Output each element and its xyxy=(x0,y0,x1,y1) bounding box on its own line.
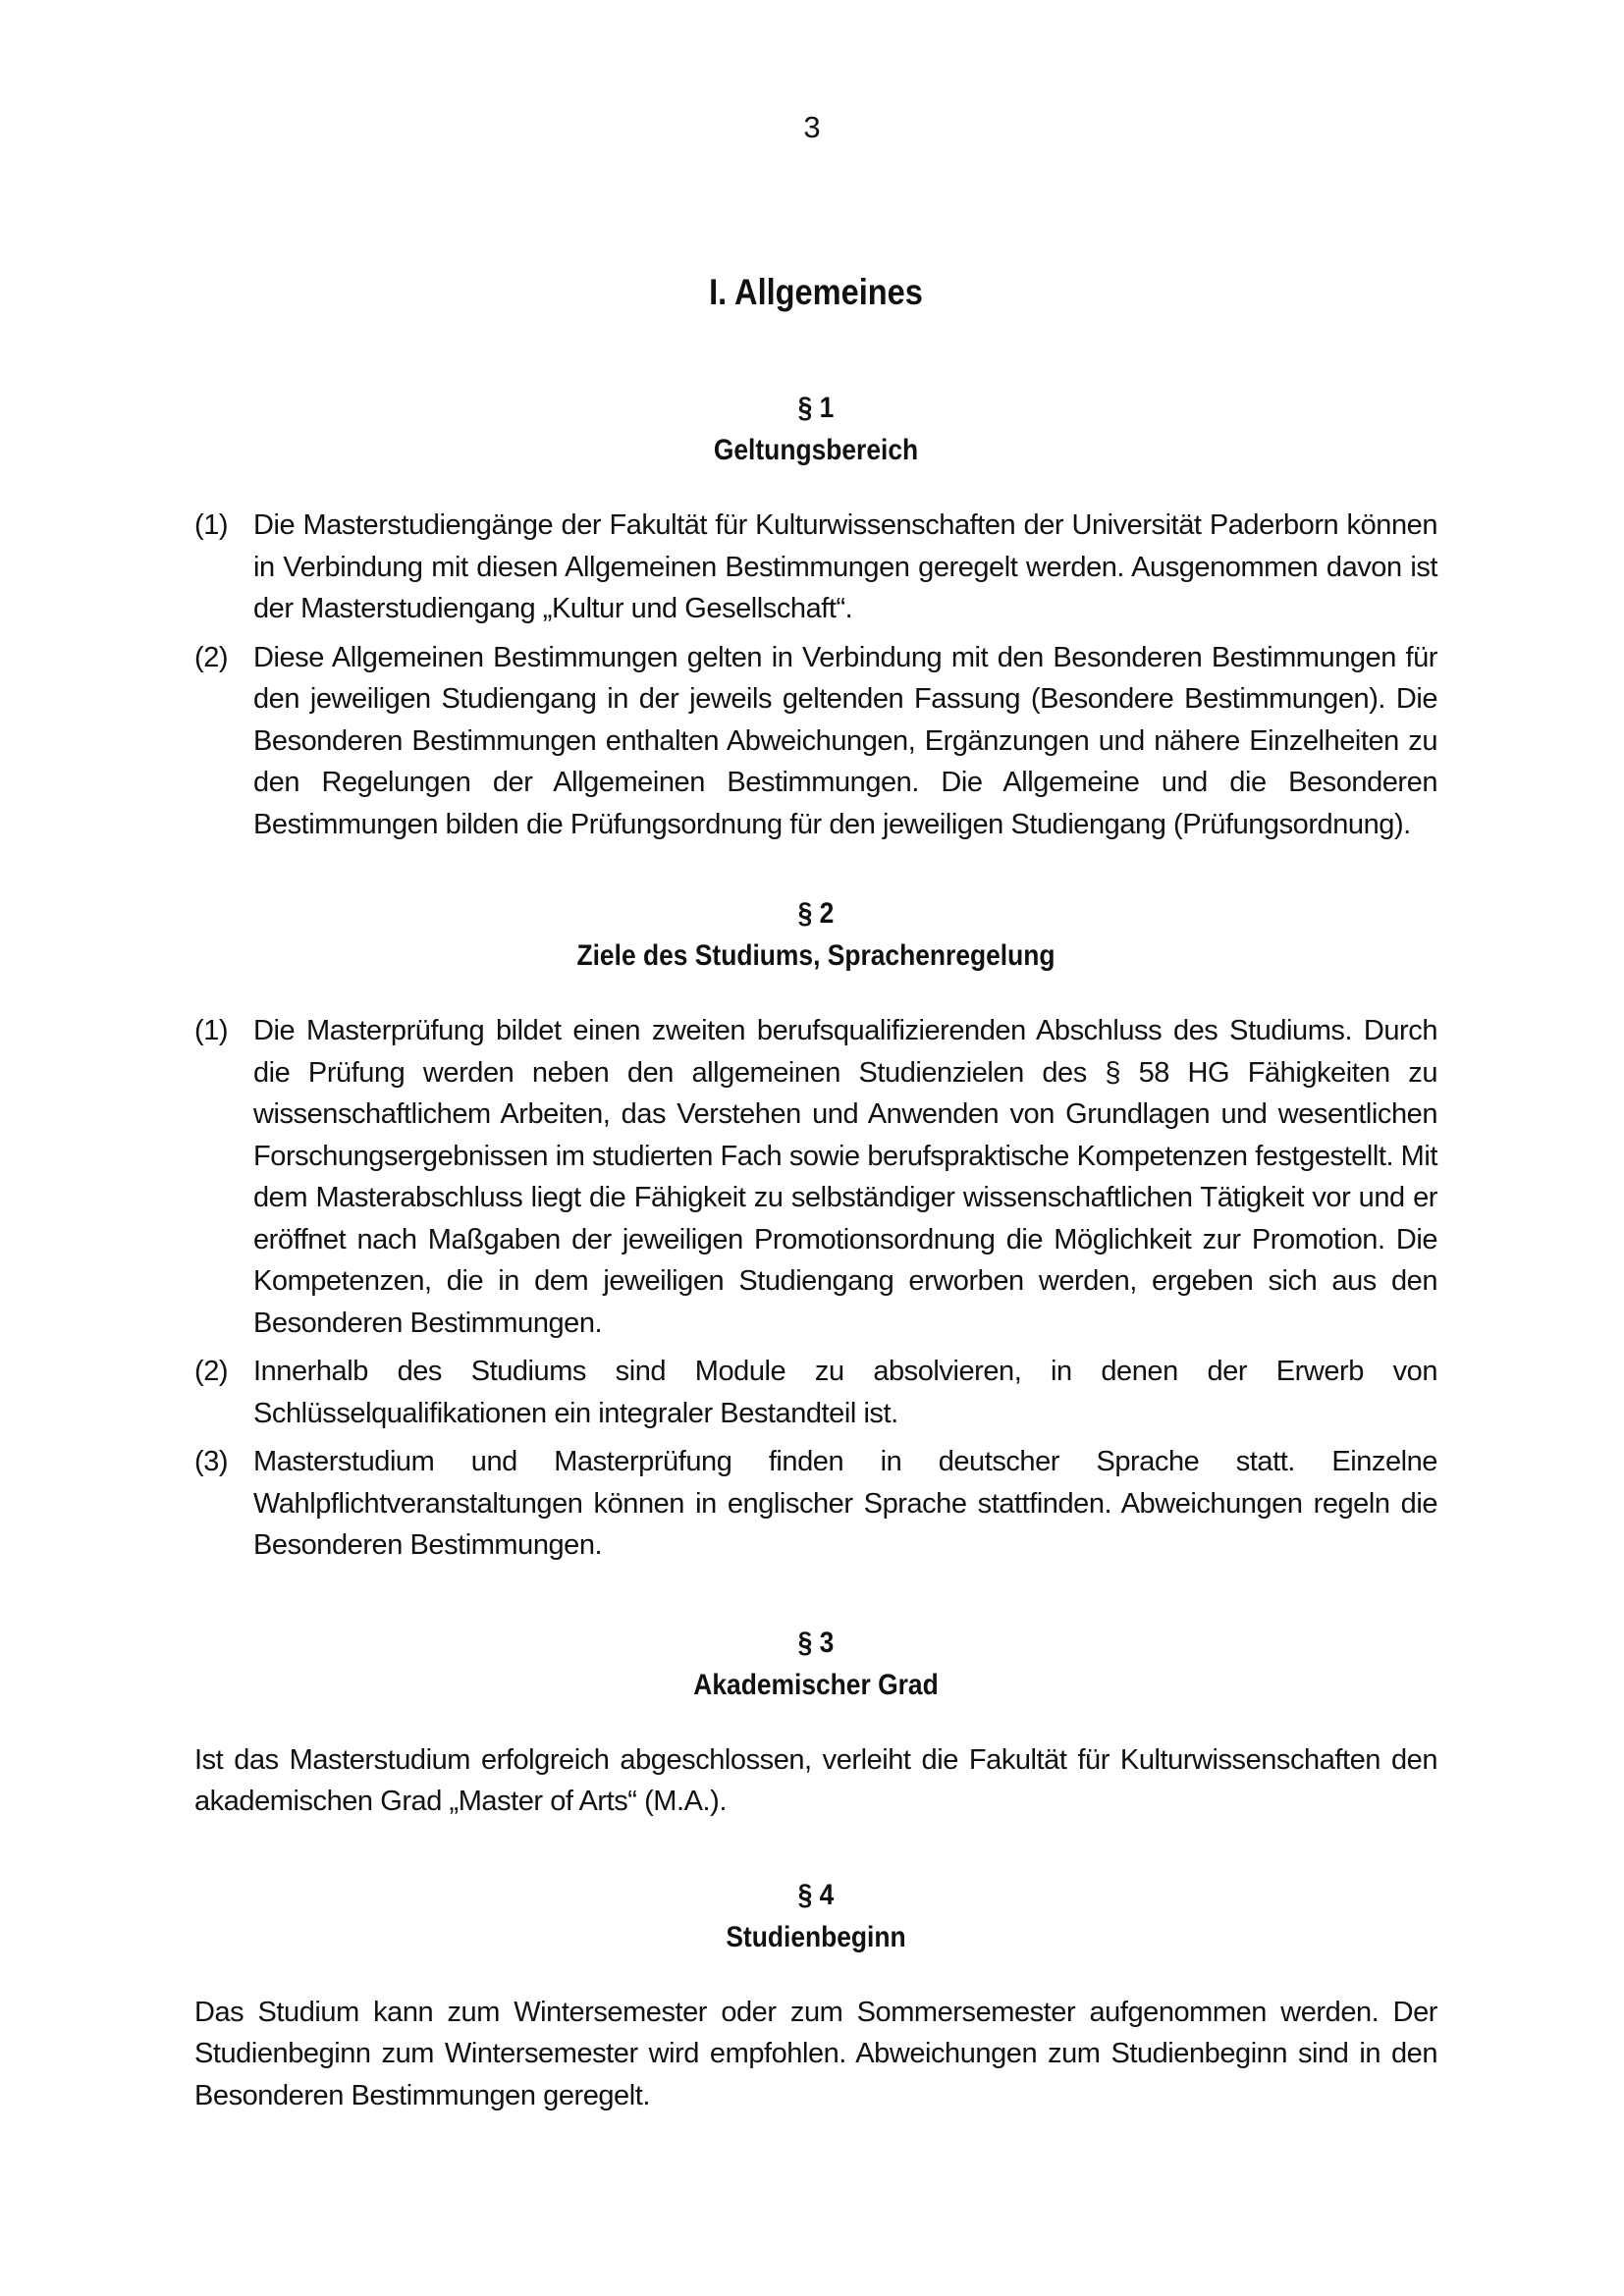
item-number: (2) xyxy=(194,1356,229,1387)
section-number: § 1 xyxy=(797,392,835,424)
section-title: Akademischer Grad xyxy=(693,1668,939,1701)
item-number: (3) xyxy=(194,1446,229,1477)
section-paragraph: Das Studium kann zum Wintersemester oder zum Sommersemester aufgenommen werden. Der Studienbeginn zum Wintersemester wird empfohlen. Abweichungen zum Studienbeginn sind in den Besonderen Bestimmungen geregelt. xyxy=(194,1996,1437,2111)
item-text: Die Masterstudiengänge der Fakultät für Kulturwissenschaften der Universität Paderborn können in Verbindung mit diesen Allgemeinen Bestimmungen geregelt werden. Ausgenommen davon ist der Masterstudiengang „Kultur und Gesellschaft“. xyxy=(253,509,1437,624)
item-number: (1) xyxy=(194,1015,229,1046)
section-paragraph: Ist das Masterstudium erfolgreich abgeschlossen, verleiht die Fakultät für Kulturwissenschaften den akademischen Grad „Master of Arts“ (M.A.). xyxy=(194,1743,1437,1817)
section-number: § 4 xyxy=(797,1878,835,1911)
section-title: Ziele des Studiums, Sprachenregelung xyxy=(576,939,1056,972)
list-item xyxy=(194,1351,1437,1434)
page-content xyxy=(194,271,1437,2158)
section-title: Studienbeginn xyxy=(726,1920,906,1953)
item-text: Die Masterprüfung bildet einen zweiten berufsqualifizierenden Abschluss des Studiums. Durch die Prüfung werden neben den allgemeinen Studienzielen des § 58 HG Fähigkeiten zu wissenschaftlichem Arbeiten, das Verstehen und Anwenden von Grundlagen und wesentlichen Forschungsergebnissen im studierten Fach sowie berufspraktische Kompetenzen festgestellt. Mit dem Masterabschluss liegt die Fähigkeit zu selbständiger wissenschaftlichen Tätigkeit vor und er eröffnet nach Maßgaben der jeweiligen Promotionsordnung die Möglichkeit zur Promotion. Die Kompetenzen, die in dem jeweiligen Studiengang erworben werden, ergeben sich aus den Besonderen Bestimmungen. xyxy=(253,1015,1437,1339)
item-text: Diese Allgemeinen Bestimmungen gelten in Verbindung mit den Besonderen Bestimmungen für den jeweiligen Studiengang in der jeweils geltenden Fassung (Besondere Bestimmungen). Die Besonderen Bestimmungen enthalten Abweichungen, Ergänzungen und nähere Einzelheiten zu den Regelungen der Allgemeinen Bestimmungen. Die Allgemeine und die Besonderen Bestimmungen bilden die Prüfungsordnung für den jeweiligen Studiengang (Prüfungsordnung). xyxy=(253,641,1437,840)
list-item xyxy=(194,505,1437,630)
item-text: Masterstudium und Masterprüfung finden in deutscher Sprache statt. Einzelne Wahlpflichtveranstaltungen können in englischer Sprache stattfinden. Abweichungen regeln die Besonderen Bestimmungen. xyxy=(253,1446,1437,1561)
item-number: (1) xyxy=(194,509,229,541)
section-3 xyxy=(194,1622,1437,1823)
section-heading xyxy=(269,892,1363,977)
chapter-title: I. Allgemeines xyxy=(709,272,923,312)
section-number: § 3 xyxy=(797,1626,835,1659)
section-title: Geltungsbereich xyxy=(713,434,919,466)
page-number: 3 xyxy=(803,110,821,144)
section-heading xyxy=(269,1622,1363,1706)
section-1 xyxy=(194,387,1437,845)
list-item xyxy=(194,1441,1437,1567)
section-number: § 2 xyxy=(797,897,835,930)
item-number: (2) xyxy=(194,641,229,673)
section-4 xyxy=(194,1874,1437,2117)
list-item xyxy=(194,637,1437,846)
list-item xyxy=(194,1010,1437,1344)
item-text: Innerhalb des Studiums sind Module zu absolvieren, in denen der Erwerb von Schlüsselqualifikationen ein integraler Bestandteil ist. xyxy=(253,1356,1437,1429)
section-heading xyxy=(269,387,1363,471)
section-heading xyxy=(269,1874,1363,1958)
section-2 xyxy=(194,892,1437,1567)
